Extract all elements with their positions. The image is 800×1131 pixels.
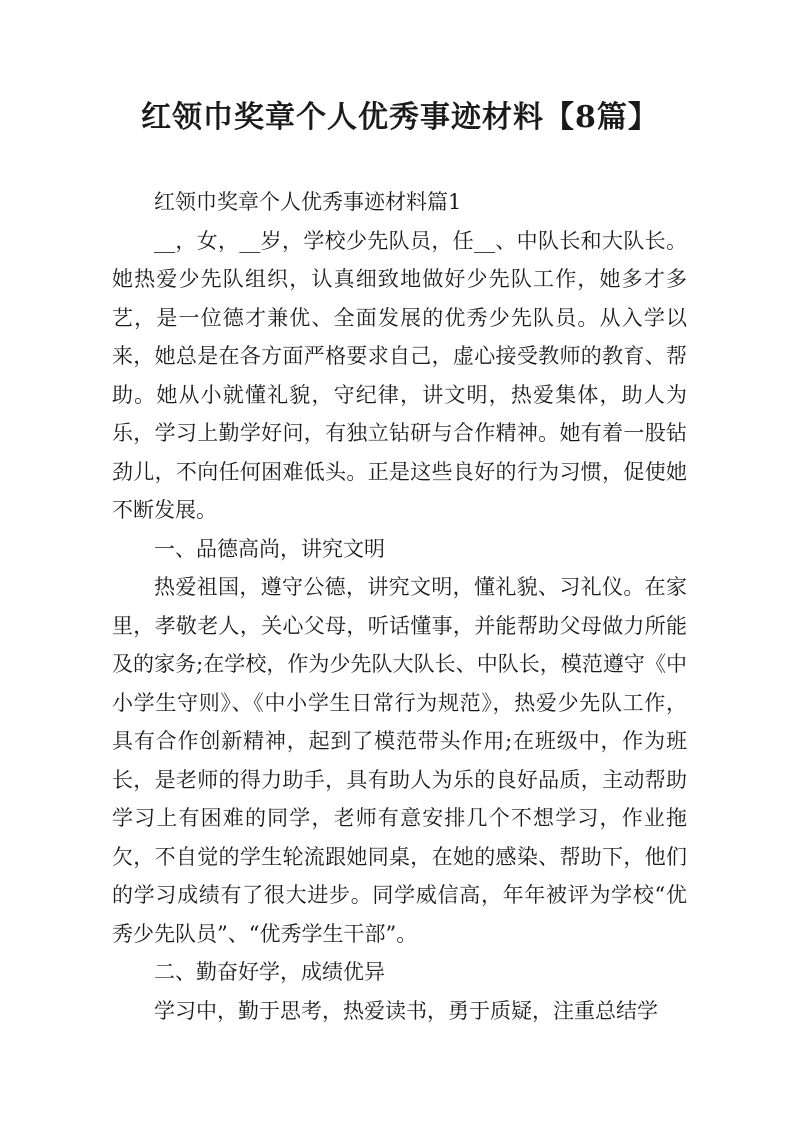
section-heading-study: 二、勤奋好学，成绩优异 bbox=[154, 960, 385, 984]
document-body bbox=[112, 183, 687, 1030]
section-heading-morality: 一、品德高尚，讲究文明 bbox=[154, 536, 385, 561]
study-paragraph: 学习中，勤于思考，热爱读书，勇于质疑，注重总结学 bbox=[154, 998, 658, 1023]
document-title: 红领巾奖章个人优秀事迹材料【8篇】 bbox=[141, 100, 659, 135]
section-heading-part-1: 红领巾奖章个人优秀事迹材料篇1 bbox=[154, 190, 462, 214]
intro-paragraph: __，女，__岁，学校少先队员，任__、中队长和大队长。她热爱少先队组织，认真细致地做好少先队工作，她多才多艺，是一位德才兼优、全面发展的优秀少先队员。从入学以来，她总是在各方面严格要求自己，虚心接受教师的教育、帮助。她从小就懂礼貌，守纪律，讲文明，热爱集体，助人为乐，学习上勤学好问，有独立钻研与合作精神。她有着一股钻劲儿，不向任何困难低头。正是这些良好的行为习惯，促使她不断发展。 bbox=[112, 228, 687, 522]
morality-paragraph: 热爱祖国，遵守公德，讲究文明，懂礼貌、习礼仪。在家里，孝敬老人，关心父母，听话懂事，并能帮助父母做力所能及的家务;在学校，作为少先队大队长、中队长，模范遵守《中小学生守则》、《中小学生日常行为规范》，热爱少先队工作，具有合作创新精神，起到了模范带头作用;在班级中，作为班长，是老师的得力助手，具有助人为乐的良好品质，主动帮助学习上有困难的同学，老师有意安排几个不想学习，作业拖欠，不自觉的学生轮流跟她同桌，在她的感染、帮助下，他们的学习成绩有了很大进步。同学威信高，年年被评为学校“优秀少先队员”、“优秀学生干部”。 bbox=[112, 575, 687, 946]
